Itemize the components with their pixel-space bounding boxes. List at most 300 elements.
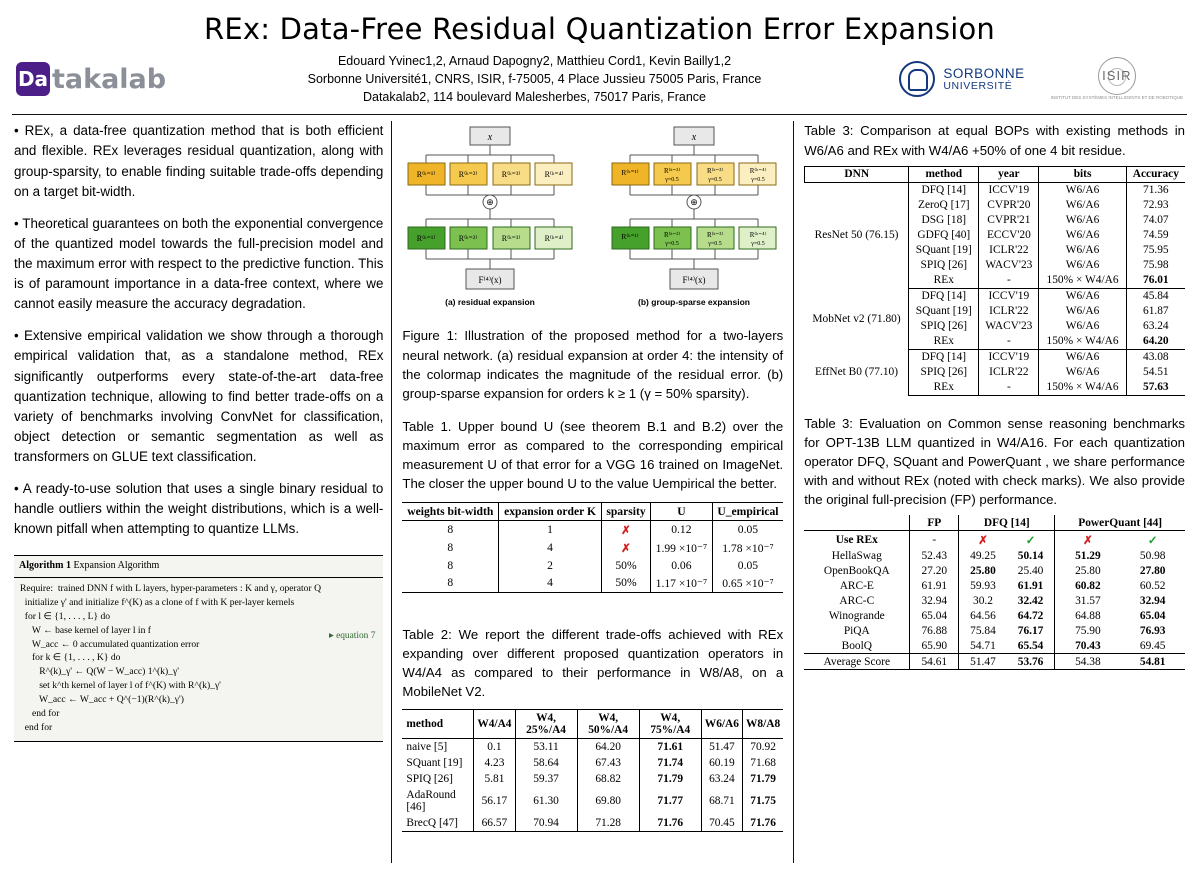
cell: -	[910, 531, 959, 549]
algorithm-line: end for	[20, 708, 60, 720]
cell: 52.43	[910, 548, 959, 563]
cell: 57.63	[1126, 380, 1185, 396]
svg-text:R⁽ᵏ⁼¹⁾: R⁽ᵏ⁼¹⁾	[621, 168, 639, 178]
cell: 60.19	[701, 755, 742, 771]
cell-dnn: EffNet B0 (77.10)	[815, 366, 899, 379]
table-1	[402, 502, 783, 593]
algorithm-line: Require: trained DNN f with L layers, hyper-parameters : K and γ, operator Q	[20, 582, 321, 594]
table-row	[402, 710, 783, 739]
cell: 74.59	[1126, 228, 1185, 243]
table-2-header: W6/A6	[701, 710, 742, 739]
table-2	[402, 709, 783, 832]
table-2-header: W8/A8	[742, 710, 783, 739]
cell: 53.11	[515, 739, 577, 756]
cell: 54.51	[1126, 365, 1185, 380]
cell: 60.52	[1139, 579, 1166, 592]
table-3b-group-header	[804, 515, 910, 531]
svg-text:R⁽ᵏ⁼²⁾: R⁽ᵏ⁼²⁾	[663, 231, 680, 240]
bullet-3: • Extensive empirical validation we show through a thorough empirical validation that, as a standalone method, REx significantly outperforms every state-of-the-art data-free quantization technique, allowing to find better trade-offs on a variety of benchmarks involving ConvNet for classification, object detection or semantic segmentation as well as transformers on GLUE text classification.	[14, 328, 384, 465]
table-row	[402, 539, 783, 557]
cell: 25.80	[1055, 563, 1121, 578]
cell: 76.17	[1017, 624, 1044, 637]
svg-text:R⁽ᵏ⁼²⁾: R⁽ᵏ⁼²⁾	[458, 170, 478, 180]
algorithm-name: Expansion Algorithm	[73, 560, 160, 572]
cell: 31.57	[1055, 593, 1121, 608]
cell: CVPR'21	[979, 213, 1039, 228]
table-row	[804, 638, 1185, 654]
algorithm-body	[14, 578, 383, 741]
sorbonne-line1: SORBONNE	[943, 65, 1025, 81]
cell: ✗	[959, 531, 1007, 549]
table-3a-caption: Table 3: Comparison at equal BOPs with existing methods in W6/A6 and REx with W4/A6 +50% of one 4 bit residue.	[804, 123, 1186, 158]
poster-columns	[10, 121, 1189, 863]
algorithm-line: for k ∈ {1, . . . , K} do	[20, 652, 121, 664]
cell: ICCV'19	[979, 182, 1039, 198]
cell: BrecQ [47]	[402, 815, 473, 832]
cell: W6/A6	[1039, 213, 1126, 228]
bullet-4: • A ready-to-use solution that uses a single binary residual to handle outliers within the weight distributions, which is a well-known pitfall when attempting to quantize LLMs.	[14, 481, 384, 537]
table-row	[804, 548, 1185, 563]
cell: 72.93	[1126, 198, 1185, 213]
cell: Average Score	[804, 654, 910, 670]
cell: 75.90	[1055, 623, 1121, 638]
cell: 27.20	[910, 563, 959, 578]
cell: 70.92	[742, 739, 783, 756]
cell: 59.37	[515, 771, 577, 787]
sorbonne-wordmark	[943, 67, 1024, 92]
page-title: REx: Data-Free Residual Quantization Error Expansion	[204, 12, 995, 46]
cell: SPIQ [26]	[909, 365, 979, 380]
cell: 0.1	[474, 739, 515, 756]
cell: W6/A6	[1039, 182, 1126, 198]
table-3a-header: bits	[1039, 166, 1126, 182]
contribution-list	[14, 121, 383, 539]
cell: 71.76	[639, 815, 701, 832]
table-3a-header: DNN	[805, 166, 909, 182]
table-row	[402, 739, 783, 756]
isir-subtitle: INSTITUT DES SYSTÈMES INTELLIGENTS ET DE ROBOTIQUE	[1050, 95, 1183, 101]
cell: -	[979, 334, 1039, 350]
cell: 71.61	[639, 739, 701, 756]
svg-text:(b) group-sparse expansion: (b) group-sparse expansion	[637, 297, 750, 308]
table-row	[804, 608, 1185, 623]
cell: 64.72	[1017, 609, 1044, 622]
bullet-2: • Theoretical guarantees on both the exponential convergence of the quantized model towards the full-precision model and the maximum error with respect to the predictive function. This is of paramount importance in a data-free context, where we cannot easily measure the accuracy degradation.	[14, 215, 384, 312]
cell: ICCV'19	[979, 349, 1039, 365]
cell: 63.24	[1126, 319, 1185, 334]
cell: 65.54	[1017, 639, 1044, 652]
svg-text:⊕: ⊕	[486, 197, 494, 208]
cell: ARC-C	[839, 594, 875, 607]
cell: 65.04	[910, 608, 959, 623]
cell: REx	[909, 380, 979, 396]
cell: 75.98	[1126, 258, 1185, 273]
cell: 56.17	[474, 787, 515, 815]
cell: 68.71	[701, 787, 742, 815]
cell: 0.05	[712, 520, 783, 539]
cell: SQuant [19]	[909, 304, 979, 319]
cell: W6/A6	[1039, 228, 1126, 243]
cell: 43.08	[1126, 349, 1185, 365]
cell: 71.79	[639, 771, 701, 787]
svg-text:R⁽ᵏ⁼⁴⁾: R⁽ᵏ⁼⁴⁾	[544, 234, 564, 244]
cell: 45.84	[1126, 288, 1185, 304]
table-3b-caption: Table 3: Evaluation on Common sense reasoning benchmarks for OPT-13B LLM quantized in W4/A16. For each quantization operator DFQ, SQuant and PowerQuant , we share performance with and without REx (noted with check marks). We also provide the original full-precision (FP) performance.	[804, 415, 1186, 508]
cell: 65.04	[1139, 609, 1166, 622]
svg-text:γ=0.5: γ=0.5	[665, 241, 679, 248]
author-affil-1: Sorbonne Université1, CNRS, ISIR, f-75005, 4 Place Jussieu 75005 Paris, France	[307, 72, 762, 87]
cell: 5.81	[474, 771, 515, 787]
svg-text:R⁽ᵏ⁼⁴⁾: R⁽ᵏ⁼⁴⁾	[544, 170, 564, 180]
cell: W6/A6	[1039, 243, 1126, 258]
table-3b-group-header: PowerQuant [44]	[1055, 515, 1185, 531]
table-3a-header: year	[979, 166, 1039, 182]
table-2-header: W4/A4	[474, 710, 515, 739]
cell: ✗	[601, 539, 650, 557]
cell: 71.76	[742, 815, 783, 832]
svg-text:R⁽ᵏ⁼⁴⁾: R⁽ᵏ⁼⁴⁾	[749, 167, 767, 176]
cell: DFQ [14]	[909, 349, 979, 365]
algorithm-line: W_acc ← 0 accumulated quantization error	[20, 638, 200, 650]
cell: 64.88	[1055, 608, 1121, 623]
cell: ICLR'22	[979, 365, 1039, 380]
cell: Winogrande	[828, 609, 885, 622]
cell: ✗	[1055, 531, 1121, 549]
cell: ✓	[1007, 531, 1055, 549]
table-2-header: W4, 25%/A4	[515, 710, 577, 739]
table-row	[402, 574, 783, 593]
table-1-header: sparsity	[601, 502, 650, 520]
svg-text:γ=0.5: γ=0.5	[708, 241, 722, 248]
cell: 54.81	[1120, 654, 1185, 670]
table-row	[402, 815, 783, 832]
svg-text:R⁽ᵏ⁼⁴⁾: R⁽ᵏ⁼⁴⁾	[749, 231, 767, 240]
cell: OpenBookQA	[823, 564, 890, 577]
svg-text:⊕: ⊕	[690, 197, 698, 208]
svg-text:R⁽ᵏ⁼³⁾: R⁽ᵏ⁼³⁾	[501, 170, 521, 180]
cell: 50%	[601, 557, 650, 574]
cell: 1.17 ×10⁻⁷	[651, 574, 713, 593]
cell: 2	[499, 557, 602, 574]
cell: 61.91	[1017, 579, 1044, 592]
cell: SPIQ [26]	[909, 319, 979, 334]
cell: 61.91	[910, 578, 959, 593]
cell: W6/A6	[1039, 349, 1126, 365]
poster-header	[10, 52, 1189, 106]
cell: SPIQ [26]	[909, 258, 979, 273]
cell: 54.61	[910, 654, 959, 670]
cell: 51.29	[1055, 548, 1121, 563]
svg-text:R⁽ᵏ⁼¹⁾: R⁽ᵏ⁼¹⁾	[621, 232, 639, 242]
datakalab-wordmark	[52, 64, 166, 95]
svg-text:R⁽ᵏ⁼³⁾: R⁽ᵏ⁼³⁾	[706, 167, 723, 176]
cell: DFQ [14]	[909, 182, 979, 198]
cell: 50.14	[1017, 549, 1044, 562]
svg-text:x: x	[487, 132, 493, 144]
cell: 71.79	[742, 771, 783, 787]
cell: ICLR'22	[979, 243, 1039, 258]
cell: 54.71	[959, 638, 1007, 654]
table-row	[402, 557, 783, 574]
cell: 54.38	[1055, 654, 1121, 670]
isir-logo	[1051, 57, 1183, 100]
cell: ✗	[601, 520, 650, 539]
cell: 65.90	[910, 638, 959, 654]
cell: W6/A6	[1039, 365, 1126, 380]
svg-text:R⁽ᵏ⁼²⁾: R⁽ᵏ⁼²⁾	[663, 167, 680, 176]
cell: 71.68	[742, 755, 783, 771]
cell: 64.56	[959, 608, 1007, 623]
cell: 71.28	[577, 815, 639, 832]
table-row	[804, 515, 1185, 531]
algorithm-label: Algorithm 1	[19, 560, 71, 572]
algorithm-line: end for	[20, 722, 53, 734]
cell: W6/A6	[1039, 288, 1126, 304]
cell: -	[979, 380, 1039, 396]
cell: 71.75	[742, 787, 783, 815]
cell: 25.40	[1017, 564, 1044, 577]
author-names: Edouard Yvinec1,2, Arnaud Dapogny2, Matthieu Cord1, Kevin Bailly1,2	[337, 54, 732, 68]
institution-logos	[863, 57, 1183, 100]
cell: W6/A6	[1039, 198, 1126, 213]
sorbonne-logo	[899, 61, 1024, 97]
table-3b	[804, 515, 1185, 670]
table-1-header: expansion order K	[499, 502, 602, 520]
svg-text:F⁽⁴⁾(x): F⁽⁴⁾(x)	[682, 275, 706, 286]
svg-text:γ=0.5: γ=0.5	[751, 241, 765, 248]
table-3b-group-header: FP	[910, 515, 959, 531]
cell: SPIQ [26]	[406, 773, 453, 786]
table-row	[804, 623, 1185, 638]
cell: 75.95	[1126, 243, 1185, 258]
cell: ICLR'22	[979, 304, 1039, 319]
algorithm-title	[14, 556, 383, 578]
cell: 59.93	[959, 578, 1007, 593]
svg-text:x: x	[691, 132, 697, 144]
cell: W6/A6	[1039, 258, 1126, 273]
cell: 70.45	[701, 815, 742, 832]
table-row	[804, 578, 1185, 593]
cell: 32.42	[1017, 594, 1044, 607]
cell: 8	[447, 541, 454, 554]
cell: 4	[499, 539, 602, 557]
cell: 1.99 ×10⁻⁷	[651, 539, 713, 557]
cell: 51.47	[959, 654, 1007, 670]
algorithm-line: W_acc ← W_acc + Q^(−1)(R^(k)_γ')	[20, 694, 184, 706]
cell: 63.24	[701, 771, 742, 787]
cell: W6/A6	[1039, 319, 1126, 334]
cell: 25.80	[959, 563, 1007, 578]
cell: 50.98	[1139, 549, 1166, 562]
cell: 71.36	[1126, 182, 1185, 198]
sorbonne-line2: UNIVERSITÉ	[943, 79, 1013, 92]
cell: 75.84	[959, 623, 1007, 638]
cell: 74.07	[1126, 213, 1185, 228]
cell: REx	[909, 273, 979, 289]
cell: 150% × W4/A6	[1039, 334, 1126, 350]
cell: 30.2	[959, 593, 1007, 608]
cell: 4.23	[474, 755, 515, 771]
bullet-1: • REx, a data-free quantization method that is both efficient and flexible. REx leverages residual quantization, along with group-sparsity, to enable finding suitable trade-offs depending on a target bit-width.	[14, 123, 384, 199]
svg-text:γ=0.5: γ=0.5	[665, 177, 679, 184]
cell: 67.43	[577, 755, 639, 771]
cell: SQuant [19]	[909, 243, 979, 258]
table-row	[402, 787, 783, 815]
datakalab-logo	[16, 62, 206, 96]
cell: 71.77	[639, 787, 701, 815]
cell: 58.64	[515, 755, 577, 771]
svg-text:R⁽ᵏ⁼²⁾: R⁽ᵏ⁼²⁾	[458, 234, 478, 244]
sorbonne-icon	[899, 61, 935, 97]
algorithm-line: set k^th kernel of layer l of f^(K) with R^(k)_γ'	[20, 680, 221, 692]
cell: BoolQ	[841, 639, 872, 652]
cell: 53.76	[1007, 654, 1055, 670]
author-affil-2: Datakalab2, 114 boulevard Malesherbes, 75017 Paris, France	[362, 90, 707, 105]
cell: 4	[499, 574, 602, 593]
table-3b-group-header: DFQ [14]	[959, 515, 1055, 531]
column-figure-tables	[391, 121, 794, 863]
cell: 51.47	[701, 739, 742, 756]
table-row	[804, 563, 1185, 578]
cell: 64.20	[577, 739, 639, 756]
table-2-header: W4, 75%/A4	[639, 710, 701, 739]
cell: 76.93	[1139, 624, 1166, 637]
figure-1-caption: Figure 1: Illustration of the proposed method for a two-layers neural network. (a) residual expansion at order 4: the intensity of the colormap indicates the magnitude of the residual error. (b) group-sparse expansion for orders k ≥ 1 (γ = 50% sparsity).	[402, 328, 784, 401]
column-results	[794, 121, 1189, 863]
algorithm-line: R^(k)_γ' ← Q(W − W_acc) 1^(k)_γ'	[20, 666, 179, 678]
table-row	[402, 755, 783, 771]
table-1-header: weights bit-width	[402, 502, 498, 520]
algorithm-box	[14, 555, 383, 741]
author-block	[206, 52, 863, 106]
svg-text:R⁽ᵏ⁼³⁾: R⁽ᵏ⁼³⁾	[501, 234, 521, 244]
table-row	[805, 288, 1185, 304]
svg-text:γ=0.5: γ=0.5	[751, 177, 765, 184]
svg-text:F⁽⁴⁾(x): F⁽⁴⁾(x)	[478, 275, 502, 286]
table-2-caption: Table 2: We report the different trade-offs achieved with REx expanding over different proposed quantization operators in W4/A4 as compared to their performance in W8/A8, on a MobileNet V2.	[402, 626, 784, 699]
table-row	[804, 654, 1185, 670]
column-contributions	[10, 121, 391, 863]
cell: Use REx	[804, 531, 910, 549]
table-3a-header: Accuracy	[1126, 166, 1185, 182]
table-row	[804, 593, 1185, 608]
cell: 0.05	[712, 557, 783, 574]
cell: 76.01	[1126, 273, 1185, 289]
cell: 1.78 ×10⁻⁷	[712, 539, 783, 557]
cell: 71.74	[639, 755, 701, 771]
datakalab-wordmark-text: takalab	[52, 63, 167, 95]
cell: 8	[447, 523, 454, 536]
table-3a	[804, 166, 1185, 396]
table-1-caption: Table 1. Upper bound U (see theorem B.1 and B.2) over the maximum error as compared to the corresponding empirical measurement U of that error for a VGG 16 trained on ImageNet. The closer the upper bound U to the value Uempirical the better.	[402, 418, 784, 492]
cell: 50%	[601, 574, 650, 593]
cell: 64.20	[1126, 334, 1185, 350]
header-divider	[12, 114, 1187, 115]
svg-text:(a) residual expansion: (a) residual expansion	[444, 297, 535, 308]
table-row	[805, 182, 1185, 198]
cell: 0.06	[651, 557, 713, 574]
cell: 8	[447, 558, 454, 572]
cell: 27.80	[1139, 564, 1166, 577]
algorithm-line: initialize γ' and initialize f^(K) as a clone of f with K per-layer kernels	[20, 596, 295, 608]
cell: 66.57	[474, 815, 515, 832]
cell: 60.82	[1055, 578, 1121, 593]
cell: 61.30	[515, 787, 577, 815]
table-row	[804, 531, 1185, 549]
table-row	[402, 771, 783, 787]
cell: 0.65 ×10⁻⁷	[712, 574, 783, 593]
cell: 70.94	[515, 815, 577, 832]
algorithm-line: W ← base kernel of layer l in f	[20, 624, 151, 636]
table-row	[805, 349, 1185, 365]
cell: -	[979, 273, 1039, 289]
cell: 76.88	[910, 623, 959, 638]
cell: 32.94	[1139, 594, 1166, 607]
cell: DSG [18]	[909, 213, 979, 228]
cell: ICCV'19	[979, 288, 1039, 304]
table-1-header: U	[651, 502, 713, 520]
table-2-header: method	[402, 710, 473, 739]
cell: DFQ [14]	[909, 288, 979, 304]
cell: naive [5]	[406, 741, 448, 754]
table-1-header: U_empirical	[712, 502, 783, 520]
cell: ARC-E	[839, 579, 874, 592]
table-row	[805, 166, 1185, 182]
cell: 69.45	[1139, 639, 1166, 652]
cell: 0.12	[651, 520, 713, 539]
cell: AdaRound [46]	[406, 789, 456, 814]
svg-text:R⁽ᵏ⁼¹⁾: R⁽ᵏ⁼¹⁾	[416, 234, 436, 244]
cell: 70.43	[1055, 638, 1121, 654]
cell: 1	[499, 520, 602, 539]
cell: 32.94	[910, 593, 959, 608]
cell-dnn: ResNet 50 (76.15)	[814, 229, 899, 242]
cell: 61.87	[1126, 304, 1185, 319]
cell: 68.82	[577, 771, 639, 787]
table-row	[402, 502, 783, 520]
cell: 150% × W4/A6	[1039, 273, 1126, 289]
cell: WACV'23	[979, 319, 1039, 334]
cell: SQuant [19]	[406, 757, 463, 770]
figure-1-diagram	[404, 123, 782, 318]
table-row	[402, 520, 783, 539]
svg-text:R⁽ᵏ⁼¹⁾: R⁽ᵏ⁼¹⁾	[416, 170, 436, 180]
table-2-header: W4, 50%/A4	[577, 710, 639, 739]
isir-wordmark: ISIR	[1102, 68, 1132, 84]
figure-1	[402, 123, 783, 403]
algorithm-line: for l ∈ {1, . . . , L} do	[20, 610, 111, 622]
cell-dnn: MobNet v2 (71.80)	[812, 312, 901, 325]
cell: ZeroQ [17]	[909, 198, 979, 213]
cell: CVPR'20	[979, 198, 1039, 213]
cell: WACV'23	[979, 258, 1039, 273]
svg-text:γ=0.5: γ=0.5	[708, 177, 722, 184]
svg-text:R⁽ᵏ⁼³⁾: R⁽ᵏ⁼³⁾	[706, 231, 723, 240]
algorithm-note: ▸ equation 7	[329, 630, 376, 641]
cell: 150% × W4/A6	[1039, 380, 1126, 396]
cell: W6/A6	[1039, 304, 1126, 319]
cell: HellaSwag	[831, 549, 882, 562]
table-3a-header: method	[909, 166, 979, 182]
cell: 8	[402, 574, 498, 593]
cell: ✓	[1120, 531, 1185, 549]
cell: 69.80	[577, 787, 639, 815]
cell: ECCV'20	[979, 228, 1039, 243]
cell: GDFQ [40]	[909, 228, 979, 243]
cell: 49.25	[959, 548, 1007, 563]
cell: PiQA	[843, 624, 870, 637]
cell: REx	[909, 334, 979, 350]
